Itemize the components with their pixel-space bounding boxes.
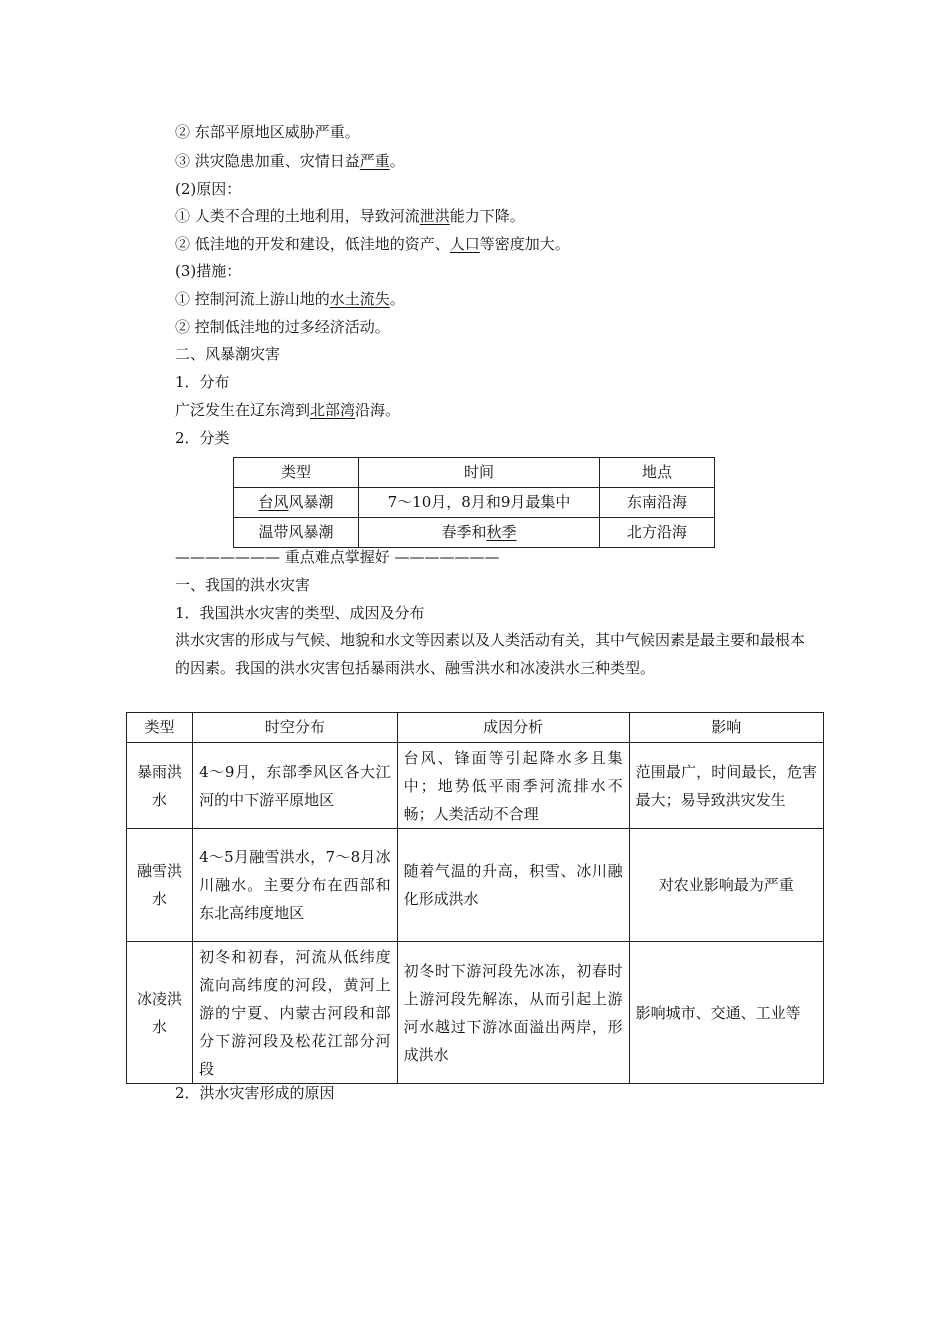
text: 。	[389, 290, 405, 308]
line-9	[175, 400, 400, 420]
table-header-row	[127, 713, 824, 743]
table-row	[234, 488, 715, 518]
underlined-term: 台风	[258, 493, 289, 511]
table-cell: 初冬和初春，河流从低纬度流向高纬度的河段，黄河上游的宁夏、内蒙古河段和部分下游河段及松花江部分河段	[193, 942, 398, 1084]
text: 能力下降。	[449, 207, 525, 225]
subheading: 1．分布	[175, 373, 230, 391]
line-1: ② 东部平原地区威胁严重。	[175, 123, 360, 141]
table-row	[127, 942, 824, 1084]
table-cell: 影响城市、交通、工业等	[629, 942, 823, 1084]
table-cell: 冰凌洪水	[127, 942, 193, 1084]
subheading: 2．分类	[175, 429, 230, 447]
table-cell: 东南沿海	[600, 488, 715, 518]
section-heading: 二、风暴潮灾害	[175, 345, 281, 363]
table-row	[127, 829, 824, 942]
line-4	[175, 206, 525, 226]
underlined-term: 严重	[359, 152, 390, 170]
text: ③ 洪灾隐患加重、灾情日益	[175, 152, 360, 170]
underlined-term: 人口	[449, 235, 480, 253]
underlined-term: 北部湾	[310, 401, 356, 419]
text: 广泛发生在辽东湾到	[175, 401, 311, 419]
table-cell: 台风、锋面等引起降水多且集中；地势低平雨季河流排水不畅；人类活动不合理	[397, 743, 629, 829]
line-6: (3)措施：	[175, 262, 242, 280]
table-cell: 4～5月融雪洪水，7～8月冰川融水。主要分布在西部和东北高纬度地区	[193, 829, 398, 942]
table-cell: 范围最广，时间最长，危害最大；易导致洪灾发生	[629, 743, 823, 829]
text: ② 低洼地的开发和建设，低洼地的资产、	[175, 235, 450, 253]
table-header: 时空分布	[193, 713, 398, 743]
text: ① 人类不合理的土地利用，导致河流	[175, 207, 420, 225]
text: 沿海。	[355, 401, 401, 419]
line-8: ② 控制低洼地的过多经济活动。	[175, 318, 390, 336]
table-header: 影响	[629, 713, 823, 743]
section-heading: 一、我国的洪水灾害	[175, 576, 311, 594]
table-row	[234, 518, 715, 548]
table-cell: 融雪洪水	[127, 829, 193, 942]
subheading: 2．洪水灾害形成的原因	[175, 1084, 335, 1102]
intro-paragraph	[175, 626, 815, 682]
text: 等密度加大。	[479, 235, 570, 253]
line-2	[175, 151, 405, 171]
table-cell	[359, 518, 600, 548]
storm-surge-table	[233, 457, 715, 548]
table-header: 类型	[234, 458, 359, 488]
line-5	[175, 234, 570, 254]
table-cell: 初冬时下游河段先冰冻，初春时上游河段先解冻，从而引起上游河水越过下游冰面溢出两岸，形成洪水	[397, 942, 629, 1084]
underlined-term: 水土流失	[329, 290, 390, 308]
table-header-row	[234, 458, 715, 488]
table-cell: 温带风暴潮	[234, 518, 359, 548]
table-header: 地点	[600, 458, 715, 488]
table-row	[127, 743, 824, 829]
text: 春季和	[441, 523, 487, 541]
table-cell: 对农业影响最为严重	[629, 829, 823, 942]
flood-types-table	[126, 712, 824, 1084]
table-header: 时间	[359, 458, 600, 488]
line-7	[175, 289, 405, 309]
table-cell: 7～10月，8月和9月最集中	[359, 488, 600, 518]
intro-text: 洪水灾害的形成与气候、地貌和水文等因素以及人类活动有关，其中气候因素是最主要和最根本的因素。我国的洪水灾害包括暴雨洪水、融雪洪水和冰凌洪水三种类型。	[175, 631, 806, 677]
line-3: (2)原因：	[175, 180, 242, 198]
table-cell: 随着气温的升高，积雪、冰川融化形成洪水	[397, 829, 629, 942]
subheading: 1．我国洪水灾害的类型、成因及分布	[175, 604, 425, 622]
section-divider: ——————— 重点难点掌握好 ———————	[175, 548, 500, 566]
text: 风暴潮	[288, 493, 334, 511]
text: ① 控制河流上游山地的	[175, 290, 330, 308]
table-header: 成因分析	[397, 713, 629, 743]
table-cell: 4～9月，东部季风区各大江河的中下游平原地区	[193, 743, 398, 829]
text: 。	[389, 152, 405, 170]
underlined-term: 秋季	[486, 523, 517, 541]
underlined-term: 泄洪	[419, 207, 450, 225]
table-header: 类型	[127, 713, 193, 743]
table-cell: 暴雨洪水	[127, 743, 193, 829]
table-cell: 北方沿海	[600, 518, 715, 548]
table-cell	[234, 488, 359, 518]
